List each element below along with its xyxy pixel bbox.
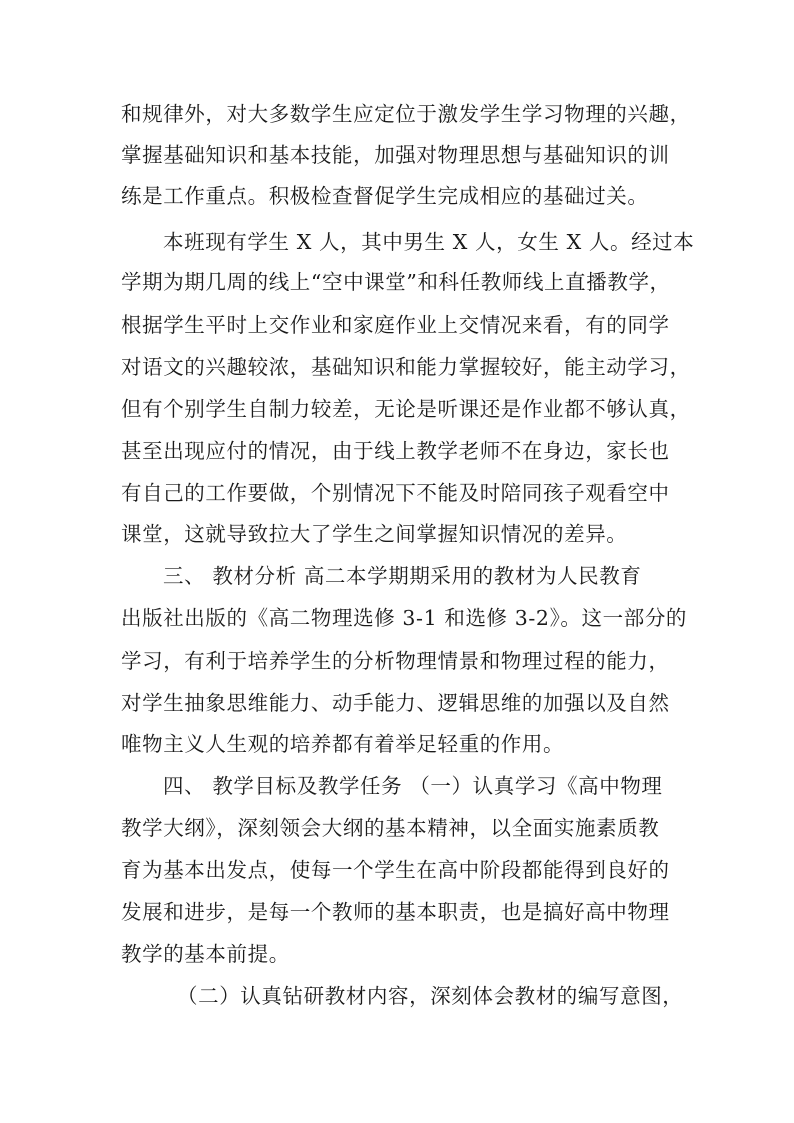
text-line: 四、 教学目标及教学任务 （一）认真学习《高中物理 <box>163 774 663 798</box>
text-line: 根据学生平时上交作业和家庭作业上交情况来看，有的同学 <box>121 313 670 337</box>
text-line: 教学大纲》，深刻领会大纲的基本精神，以全面实施素质教 <box>121 816 660 840</box>
text-line: 掌握基础知识和基本技能，加强对物理思想与基础知识的训 <box>121 143 670 167</box>
text-line: 对语文的兴趣较浓，基础知识和能力掌握较好，能主动学习， <box>121 355 691 379</box>
text-line: 对学生抽象思维能力、动手能力、逻辑思维的加强以及自然 <box>121 691 670 715</box>
text-line: 发展和进步，是每一个教师的基本职责，也是搞好高中物理 <box>121 900 670 924</box>
text-line: 但有个别学生自制力较差，无论是听课还是作业都不够认真， <box>121 397 691 421</box>
text-line: 甚至出现应付的情况，由于线上教学老师不在身边，家长也 <box>121 439 670 463</box>
text-line: 练是工作重点。积极检查督促学生完成相应的基础过关。 <box>121 184 649 208</box>
text-line: 和规律外，对大多数学生应定位于激发学生学习物理的兴趣， <box>121 102 691 126</box>
text-line: 本班现有学生 X 人，其中男生 X 人，女生 X 人。经过本 <box>163 230 695 254</box>
text-line: （二）认真钻研教材内容，深刻体会教材的编写意图， <box>177 984 684 1008</box>
text-line: 唯物主义人生观的培养都有着举足轻重的作用。 <box>121 732 565 756</box>
text-line: 出版社出版的《高二物理选修 3-1 和选修 3-2》。这一部分的 <box>121 606 688 630</box>
text-line: 教学的基本前提。 <box>121 942 290 966</box>
text-line: 育为基本出发点，使每一个学生在高中阶段都能得到良好的 <box>121 858 670 882</box>
text-line: 学习，有利于培养学生的分析物理情景和物理过程的能力， <box>121 649 670 673</box>
text-line: 学期为期几周的线上“空中课堂”和科任教师线上直播教学， <box>121 270 671 294</box>
text-line: 课堂，这就导致拉大了学生之间掌握知识情况的差异。 <box>121 522 628 546</box>
text-line: 有自己的工作要做，个别情况下不能及时陪同孩子观看空中 <box>121 481 670 505</box>
text-line: 三、 教材分析 高二本学期期采用的教材为人民教育 <box>163 564 642 588</box>
